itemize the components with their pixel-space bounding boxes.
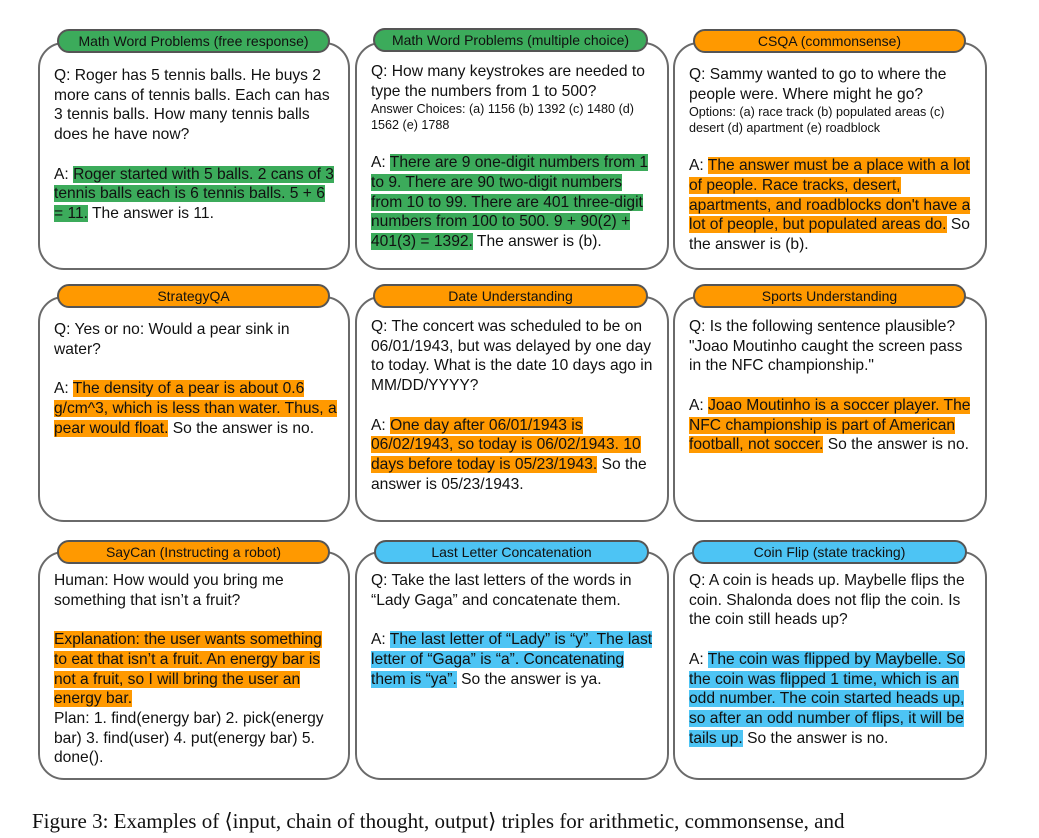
question-text: Q: Take the last letters of the words in “Lady Gaga” and concatenate them. (371, 572, 632, 609)
answer-text (54, 165, 338, 224)
final-answer: So the answer is ya. (456, 670, 602, 688)
panel-math-free-response (38, 42, 350, 270)
explanation-text (54, 630, 338, 709)
title-strategyqa: StrategyQA (57, 284, 330, 308)
panel-coin-flip (673, 551, 987, 780)
question-text: Q: Roger has 5 tennis balls. He buys 2 more cans of tennis balls. Each can has 3 tennis balls. How many tennis balls does he have now? (54, 67, 330, 144)
answer-options: Options: (a) race track (b) populated areas (c) desert (d) apartment (e) roadblock (689, 105, 945, 136)
chain-of-thought-highlight: The last letter of “Lady” is “y”. The last letter of “Gaga” is “a”. Concatenating them is “ya”. (371, 631, 653, 688)
title-sports-understanding: Sports Understanding (693, 284, 966, 308)
chain-of-thought-highlight: Explanation: the user wants something to eat that isn’t a fruit. An energy bar is not a fruit, so I will bring the user an energy bar. (54, 631, 322, 708)
question-text: Q: How many keystrokes are needed to type the numbers from 1 to 500? (371, 63, 645, 100)
chain-of-thought-highlight: One day after 06/01/1943 is 06/02/1943, so today is 06/02/1943. 10 days before today is 05/23/1943. (371, 416, 641, 473)
title-date-understanding: Date Understanding (373, 284, 648, 308)
question-text: Q: Sammy wanted to go to where the people were. Where might he go? (689, 66, 947, 103)
answer-text (54, 379, 338, 438)
answer-prefix: A: (689, 157, 708, 175)
answer-text (371, 630, 657, 689)
answer-text (371, 153, 657, 252)
title-math-free-response: Math Word Problems (free response) (57, 29, 330, 53)
chain-of-thought-highlight: The answer must be a place with a lot of people. Race tracks, desert, apartments, and roadblocks don't have a lot of people, but populated areas do. (689, 157, 971, 234)
panel-math-multiple-choice (355, 42, 669, 270)
title-math-multiple-choice: Math Word Problems (multiple choice) (373, 28, 648, 52)
final-answer: The answer is (b). (472, 232, 602, 250)
title-csqa: CSQA (commonsense) (693, 29, 966, 53)
chain-of-thought-highlight: Roger started with 5 balls. 2 cans of 3 tennis balls each is 6 tennis balls. 5 + 6 = 11. (54, 165, 334, 222)
figure-caption: Figure 3: Examples of ⟨input, chain of thought, output⟩ triples for arithmetic, commonsense, and (32, 809, 845, 833)
answer-prefix: A: (54, 380, 73, 398)
question-text: Q: A coin is heads up. Maybelle flips the coin. Shalonda does not flip the coin. Is the coin still heads up? (689, 572, 965, 629)
answer-prefix: A: (371, 154, 390, 172)
panel-strategyqa (38, 296, 350, 522)
answer-prefix: A: (371, 416, 391, 434)
final-answer: So the answer is no. (742, 729, 889, 747)
chain-of-thought-highlight: The density of a pear is about 0.6 g/cm^3, which is less than water. Thus, a pear would float. (54, 380, 337, 437)
human-request: Human: How would you bring me something that isn’t a fruit? (54, 572, 284, 609)
plan-text: Plan: 1. find(energy bar) 2. pick(energy bar) 3. find(user) 4. put(energy bar) 5. done(). (54, 709, 324, 767)
question-text: Q: The concert was scheduled to be on 06/01/1943, but was delayed by one day to today. What is the date 10 days ago in MM/DD/YYYY? (371, 318, 653, 395)
question-text: Q: Yes or no: Would a pear sink in water? (54, 321, 290, 358)
panel-date-understanding (355, 296, 669, 522)
final-answer: So the answer is no. (168, 419, 315, 437)
title-coin-flip: Coin Flip (state tracking) (692, 540, 967, 564)
answer-prefix: A: (689, 650, 708, 668)
final-answer: The answer is 11. (87, 204, 214, 222)
chain-of-thought-highlight: The coin was flipped by Maybelle. So the coin was flipped 1 time, which is an odd number. The coin started heads up, so after an odd number of flips, it will be tails up. (689, 650, 966, 747)
answer-choices: Answer Choices: (a) 1156 (b) 1392 (c) 1480 (d) 1562 (e) 1788 (371, 102, 634, 133)
panel-last-letter-concatenation (355, 551, 669, 780)
question-text: Q: Is the following sentence plausible? "Joao Moutinho caught the screen pass in the NFC championship." (689, 318, 963, 375)
answer-prefix: A: (54, 165, 74, 183)
answer-prefix: A: (689, 396, 709, 414)
panel-csqa (673, 42, 987, 270)
chain-of-thought-highlight: Joao Moutinho is a soccer player. The NFC championship is part of American football, not soccer. (689, 396, 971, 454)
title-saycan: SayCan (Instructing a robot) (57, 540, 330, 564)
answer-text (371, 416, 657, 495)
final-answer: So the answer is (b). (689, 216, 970, 253)
answer-text (689, 650, 975, 749)
final-answer: So the answer is 05/23/1943. (371, 455, 647, 493)
answer-text (689, 156, 975, 255)
answer-text (689, 396, 975, 455)
panel-saycan (38, 551, 350, 780)
final-answer: So the answer is no. (823, 436, 969, 454)
title-last-letter-concatenation: Last Letter Concatenation (374, 540, 649, 564)
panel-sports-understanding (673, 296, 987, 522)
answer-prefix: A: (371, 631, 390, 649)
chain-of-thought-highlight: There are 9 one-digit numbers from 1 to 9. There are 90 two-digit numbers from 10 to 99. There are 401 three-digit numbers from 100 to 500. 9 + 90(2) + 401(3) = 1392. (371, 154, 649, 250)
